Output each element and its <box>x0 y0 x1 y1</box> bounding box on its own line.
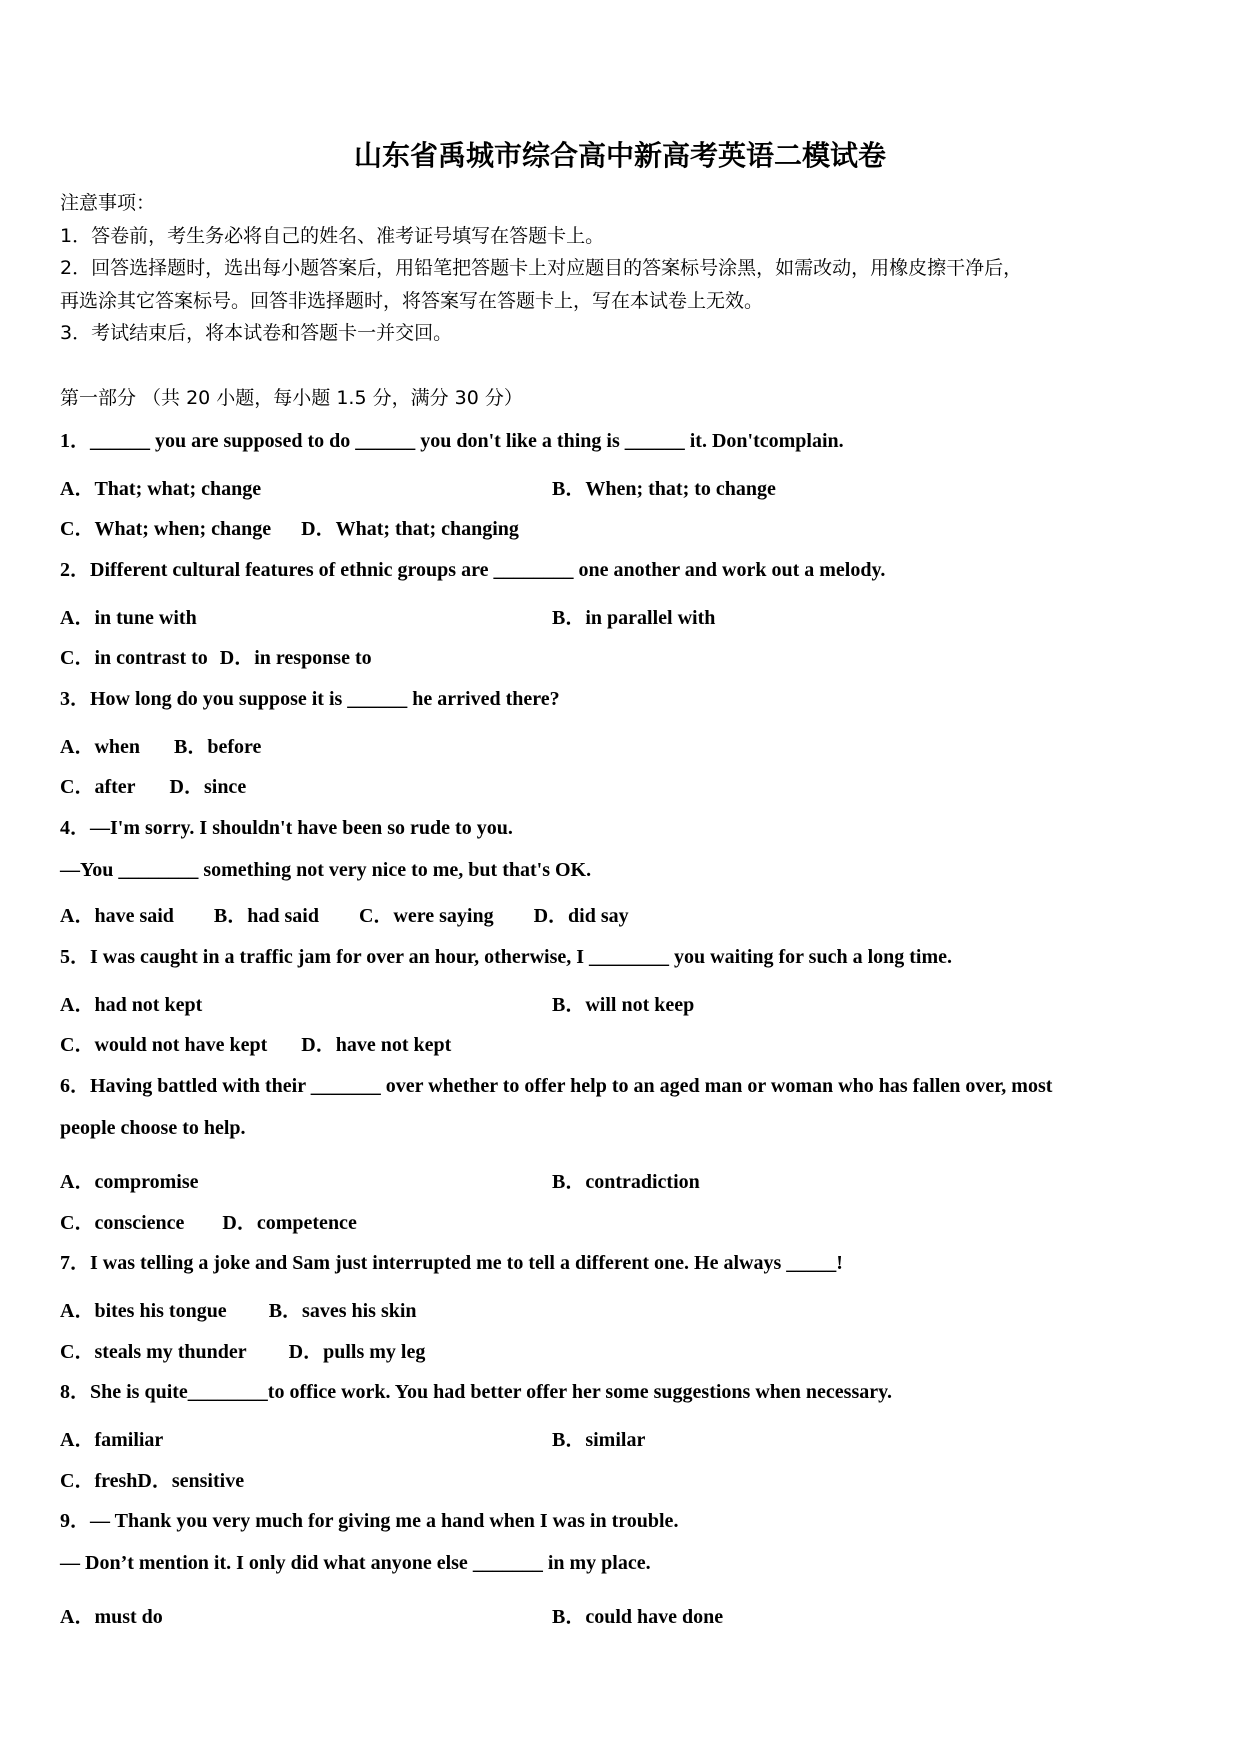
option-b[interactable]: B．When; that; to change <box>552 478 776 500</box>
option-a[interactable]: A．compromise <box>60 1171 199 1193</box>
notice-item-2: 2．回答选择题时，选出每小题答案后，用铅笔把答题卡上对应题目的答案标号涂黑，如需改动，用橡皮擦干净后， <box>60 257 1023 279</box>
question-2-options-ab <box>60 601 1160 630</box>
option-c[interactable]: C．fresh <box>60 1470 138 1492</box>
option-d[interactable]: D．have not kept <box>301 1034 452 1056</box>
option-d[interactable]: D．pulls my leg <box>288 1341 426 1363</box>
question-7-options-cd <box>60 1335 425 1364</box>
question-6-stem-cont: people choose to help. <box>60 1117 246 1139</box>
question-5-options-ab <box>60 988 1160 1017</box>
option-b[interactable]: B．will not keep <box>552 994 695 1016</box>
option-a[interactable]: A．That; what; change <box>60 478 262 500</box>
question-4-stem: 4．—I'm sorry. I shouldn't have been so rude to you. <box>60 817 513 839</box>
question-3-options-cd <box>60 770 246 799</box>
question-9-stem: 9．— Thank you very much for giving me a hand when I was in trouble. <box>60 1510 679 1532</box>
notice-item-1: 1．答卷前，考生务必将自己的姓名、准考证号填写在答题卡上。 <box>60 225 605 247</box>
option-a[interactable]: A．must do <box>60 1606 163 1628</box>
option-c[interactable]: C．were saying <box>358 905 494 927</box>
option-d[interactable]: D．competence <box>222 1212 357 1234</box>
question-1-options-cd <box>60 512 519 541</box>
question-8-stem: 8．She is quite________to office work. You had better offer her some suggestions when necessary. <box>60 1381 893 1403</box>
option-b[interactable]: B．similar <box>552 1429 646 1451</box>
notice-item-2-cont: 再选涂其它答案标号。回答非选择题时，将答案写在答题卡上，写在本试卷上无效。 <box>60 290 764 312</box>
option-b[interactable]: B．saves his skin <box>268 1300 417 1322</box>
question-4-options <box>60 899 629 928</box>
question-3-options-ab <box>60 730 261 759</box>
option-a[interactable]: A．when <box>60 736 141 758</box>
section-heading: 第一部分 （共 20 小题，每小题 1.5 分，满分 30 分） <box>60 387 523 409</box>
option-b[interactable]: B．in parallel with <box>552 607 716 629</box>
question-6-options-ab <box>60 1165 1160 1194</box>
option-d[interactable]: D．since <box>169 776 247 798</box>
question-7-options-ab <box>60 1294 417 1323</box>
option-d[interactable]: D．in response to <box>219 647 372 669</box>
question-5-options-cd <box>60 1028 451 1057</box>
option-a[interactable]: A．have said <box>60 905 174 927</box>
option-b[interactable]: B．had said <box>213 905 319 927</box>
question-8-options-cd <box>60 1464 244 1493</box>
question-1-stem: 1．______ you are supposed to do ______ you don't like a thing is ______ it. Don'tcomplain. <box>60 430 844 452</box>
question-6-options-cd <box>60 1206 357 1235</box>
option-a[interactable]: A．had not kept <box>60 994 203 1016</box>
option-c[interactable]: C．steals my thunder <box>60 1341 247 1363</box>
question-2-options-cd <box>60 641 372 670</box>
option-c[interactable]: C．conscience <box>60 1212 185 1234</box>
notice-item-3: 3．考试结束后，将本试卷和答题卡一并交回。 <box>60 322 453 344</box>
option-c[interactable]: C．after <box>60 776 136 798</box>
page-title: 山东省禹城市综合高中新高考英语二模试卷 <box>353 139 886 172</box>
option-d[interactable]: D．What; that; changing <box>301 518 519 540</box>
option-b[interactable]: B．contradiction <box>552 1171 700 1193</box>
option-b[interactable]: B．could have done <box>552 1606 724 1628</box>
question-6-stem: 6．Having battled with their _______ over whether to offer help to an aged man or woman who has fallen over, most <box>60 1075 1053 1097</box>
option-c[interactable]: C．What; when; change <box>60 518 272 540</box>
question-7-stem: 7．I was telling a joke and Sam just interrupted me to tell a different one. He always _____! <box>60 1252 843 1274</box>
question-1-options-ab <box>60 472 1160 501</box>
option-d[interactable]: D．did say <box>533 905 629 927</box>
question-9-stem-reply: — Don’t mention it. I only did what anyone else _______ in my place. <box>60 1552 651 1574</box>
option-b[interactable]: B．before <box>174 736 262 758</box>
option-d[interactable]: D．sensitive <box>137 1470 245 1492</box>
question-4-stem-reply: —You ________ something not very nice to me, but that's OK. <box>60 859 592 881</box>
option-a[interactable]: A．familiar <box>60 1429 164 1451</box>
option-c[interactable]: C．would not have kept <box>60 1034 268 1056</box>
question-5-stem: 5．I was caught in a traffic jam for over an hour, otherwise, I ________ you waiting for such a long time. <box>60 946 953 968</box>
option-a[interactable]: A．in tune with <box>60 607 197 629</box>
question-8-options-ab <box>60 1423 1160 1452</box>
notice-heading: 注意事项： <box>60 192 156 214</box>
question-3-stem: 3．How long do you suppose it is ______ he arrived there? <box>60 688 560 710</box>
option-a[interactable]: A．bites his tongue <box>60 1300 227 1322</box>
question-2-stem: 2．Different cultural features of ethnic groups are ________ one another and work out a melody. <box>60 559 886 581</box>
question-9-options-ab <box>60 1600 1160 1629</box>
option-c[interactable]: C．in contrast to <box>60 647 208 669</box>
